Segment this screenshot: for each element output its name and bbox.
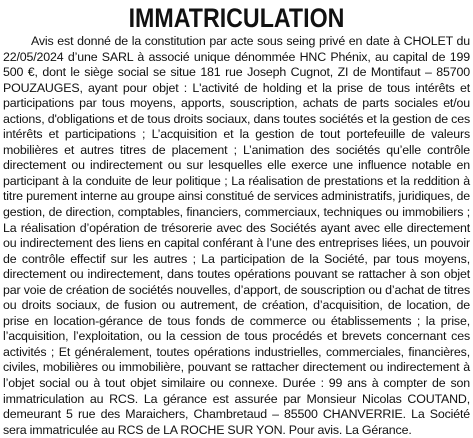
legal-notice [3,2,470,437]
notice-body: Avis est donné de la constitution par acte sous seing privé en date à CHOLET du 22/05/2024 d’une SARL à associé unique dénommée HNC Phénix, au capital de 199 500 €, dont le siège social se situe 181 rue Joseph Cugnot, ZI de Montifaut – 85700 POUZAUGES, ayant pour objet : L'activité de holding et la prise de tous intérêts et participations par tous moyens, apports, souscription, achats de parts sociales et/ou actions, d'obligations et de tous droits sociaux, dans toutes sociétés et la gestion de ces intérêts et participations ; L’acquisition et la gestion de tout portefeuille de valeurs mobilières et autres titres de placement ; L’animation des sociétés qu’elle contrôle directement ou indirectement ou sur lesquelles elle exerce une influence notable en participant à la conduite de leur politique ; La réalisation de prestations et la reddition à titre purement interne au groupe ainsi constitué de services administratifs, juridiques, de gestion, de direction, comptables, financiers, commerciaux, techniques ou immobiliers ; La réalisation d’opération de trésorerie avec des Sociétés ayant avec elle directement ou indirectement des liens en capital conférant à l’une des entreprises liées, un pouvoir de contrôle effectif sur les autres ; La participation de la Société, par tous moyens, directement ou indirectement, dans toutes opérations pouvant se rattacher à son objet par voie de création de sociétés nouvelles, d’apport, de souscription ou d’achat de titres ou droits sociaux, de fusion ou autrement, de création, d’acquisition, de location, de prise en location-gérance de tous fonds de commerce ou établissements ; la prise, l’acquisition, l’exploitation, ou la cession de tous procédés et brevets concernant ces activités ; Et généralement, toutes opérations industrielles, commerciales, financières, civiles, mobilières ou immobilière, pouvant se rattacher directement ou indirectement à l’objet social ou à tout objet similaire ou connexe. Durée : 99 ans à compter de son immatriculation au RCS. La gérance est assurée par Monsieur Nicolas COUTAND, demeurant 5 rue des Maraichers, Chambretaud – 85500 CHANVERRIE. La Société sera immatriculée au RCS de LA ROCHE SUR YON. Pour avis. La Gérance. [3,34,470,437]
notice-title: IMMATRICULATION [128,3,345,33]
